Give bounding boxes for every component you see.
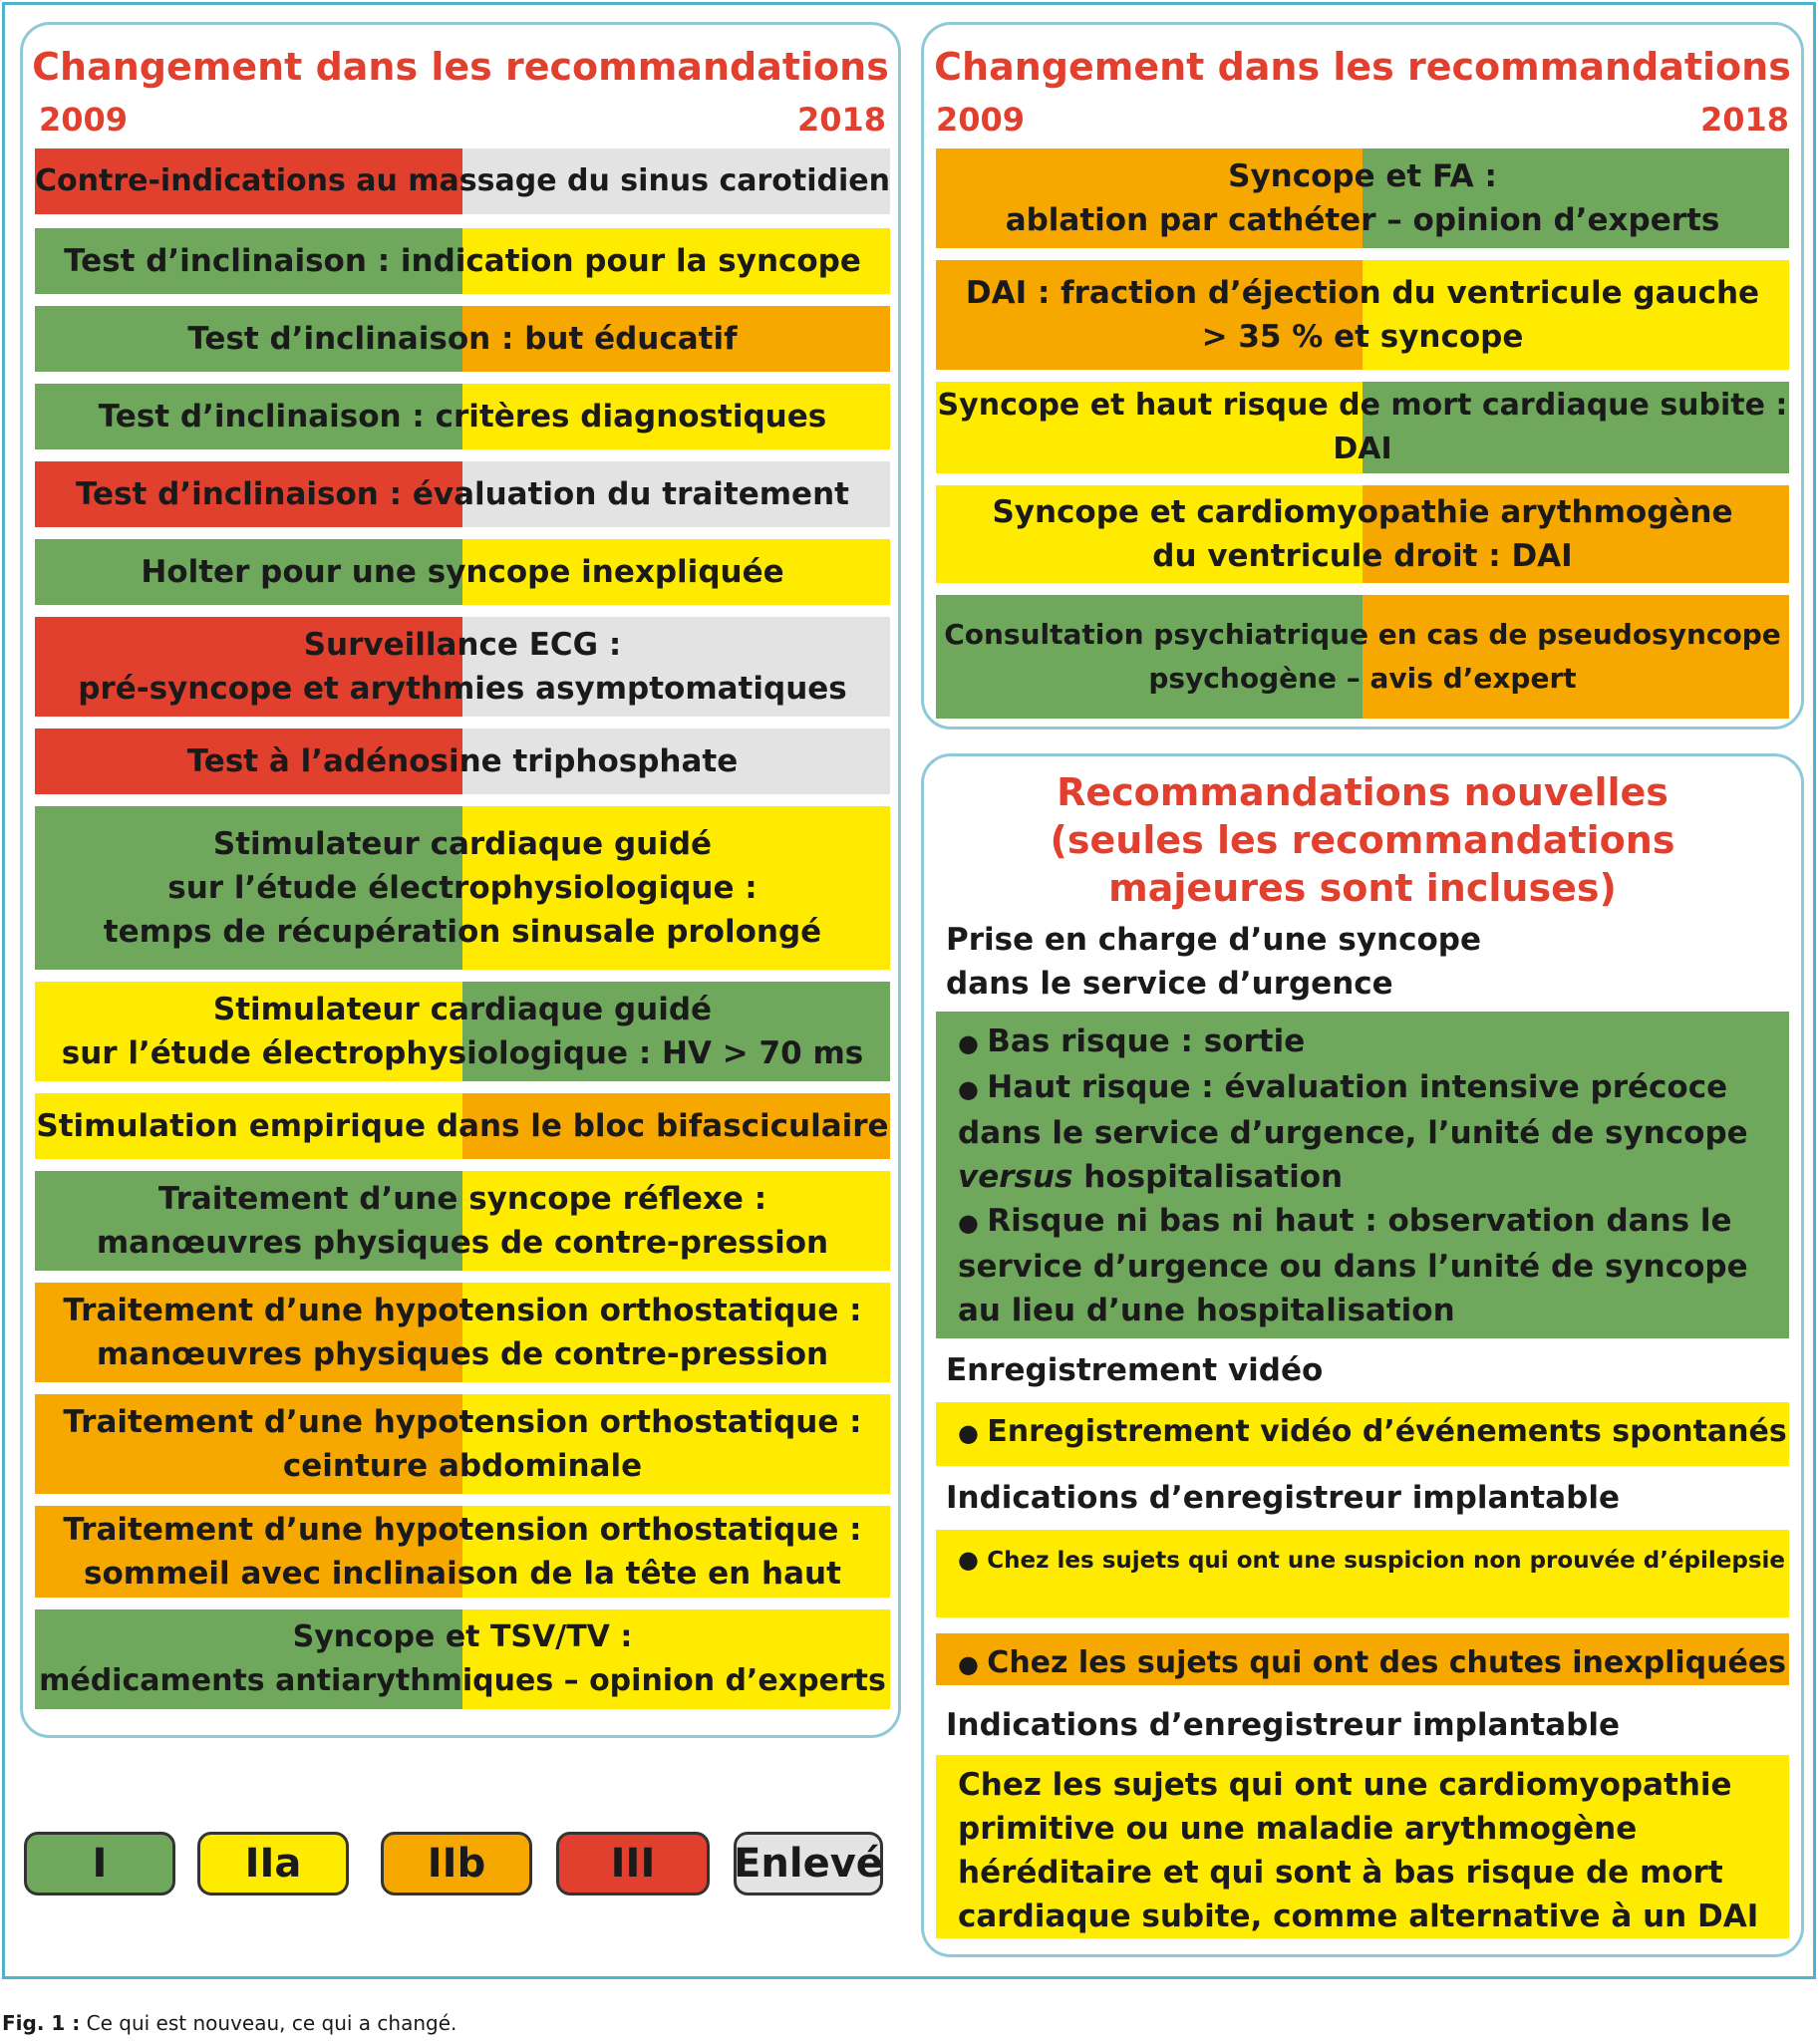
new-recommendation-box (936, 1755, 1789, 1938)
legend-item-iia: IIa (197, 1832, 349, 1895)
change-row: Traitement d’une hypotension orthostatique : manœuvres physiques de contre-pression (35, 1283, 890, 1382)
bullet-dot-icon: ● (958, 1419, 988, 1447)
bullet-dot-icon: ● (958, 1546, 988, 1574)
bullet-text: Chez les sujets qui ont des chutes inexpliquées (987, 1645, 1787, 1680)
caption-label: Fig. 1 : (2, 2011, 81, 2035)
new-recommendation-box (936, 1012, 1789, 1338)
right-top-panel-title: Changement dans les recommandations (934, 45, 1791, 89)
change-row: Syncope et cardiomyopathie arythmogène du ventricule droit : DAI (936, 485, 1789, 583)
change-row: Traitement d’une hypotension orthostatique : sommeil avec inclinaison de la tête en haut (35, 1506, 890, 1598)
change-row: Syncope et FA : ablation par cathéter – opinion d’experts (936, 148, 1789, 248)
change-row: Test d’inclinaison : indication pour la syncope (35, 228, 890, 294)
bullet-dot-icon: ● (958, 1209, 988, 1237)
left-panel-changes (20, 22, 901, 1738)
legend-item-removed: Enlevé (734, 1832, 883, 1895)
bullet-dot-icon: ● (958, 1075, 988, 1103)
figure-caption (2, 2011, 456, 2035)
change-row: Stimulateur cardiaque guidé sur l’étude électrophysiologique : temps de récupération sinusale prolongé (35, 806, 890, 970)
bullet-dot-icon: ● (958, 1029, 988, 1057)
bullet-text: Chez les sujets qui ont une suspicion non prouvée d’épilepsie (987, 1548, 1786, 1574)
right-year-from: 2009 (936, 101, 1026, 139)
legend-item-i: I (24, 1832, 175, 1895)
bullet-item (958, 1020, 1789, 1065)
change-row: Test d’inclinaison : évaluation du traitement (35, 461, 890, 527)
section-heading: Enregistrement vidéo (946, 1352, 1324, 1388)
change-row: Surveillance ECG : pré-syncope et arythmies asymptomatiques (35, 617, 890, 717)
new-recommendation-box (936, 1530, 1789, 1617)
section-heading: Indications d’enregistreur implantable (946, 1707, 1621, 1743)
change-row: Traitement d’une hypotension orthostatique : ceinture abdominale (35, 1394, 890, 1494)
change-row: Syncope et haut risque de mort cardiaque subite : DAI (936, 382, 1789, 473)
bullet-item (958, 1410, 1789, 1455)
change-row: Consultation psychiatrique en cas de pseudosyncope psychogène – avis d’expert (936, 595, 1789, 719)
legend-item-iib: IIb (381, 1832, 532, 1895)
legend-item-iii: III (556, 1832, 710, 1895)
bullet-item (958, 1538, 1789, 1583)
change-row: DAI : fraction d’éjection du ventricule gauche > 35 % et syncope (936, 260, 1789, 370)
change-row: Holter pour une syncope inexpliquée (35, 539, 890, 605)
change-row: Stimulation empirique dans le bloc bifasciculaire (35, 1093, 890, 1159)
left-panel-title: Changement dans les recommandations (32, 45, 889, 89)
new-recommendations-title: Recommandations nouvelles (seules les recommandations majeures sont incluses) (1050, 770, 1675, 910)
bullet-text-after: hospitalisation (1083, 1159, 1344, 1195)
right-year-to: 2018 (1699, 101, 1789, 139)
section-heading: Indications d’enregistreur implantable (946, 1480, 1621, 1516)
bullet-text: Haut risque : évaluation intensive précoce dans le service d’urgence, l’unité de syncope (958, 1069, 1748, 1151)
left-year-from: 2009 (39, 101, 129, 139)
left-year-to: 2018 (796, 101, 886, 139)
box-text: Chez les sujets qui ont une cardiomyopathie primitive ou une maladie arythmogène héréditaire et qui sont à bas risque de mort cardiaque subite, comme alternative à un DAI (958, 1767, 1759, 1934)
change-row: Contre-indications au massage du sinus carotidien (35, 148, 890, 214)
bullet-emphasis: versus (958, 1159, 1073, 1195)
section-heading: Prise en charge d’une syncope dans le service d’urgence (946, 922, 1481, 1002)
change-row: Traitement d’une syncope réflexe : manœuvres physiques de contre-pression (35, 1171, 890, 1271)
new-recommendation-box (936, 1633, 1789, 1685)
bullet-item (958, 1065, 1789, 1199)
bullet-text: Enregistrement vidéo d’événements spontanés (987, 1414, 1787, 1449)
bullet-text: Bas risque : sortie (987, 1023, 1306, 1059)
change-row: Test d’inclinaison : but éducatif (35, 306, 890, 372)
right-bottom-panel-new (921, 753, 1804, 1957)
bullet-item (958, 1641, 1789, 1685)
caption-text: Ce qui est nouveau, ce qui a changé. (80, 2011, 457, 2035)
change-row: Syncope et TSV/TV : médicaments antiarythmiques – opinion d’experts (35, 1609, 890, 1709)
right-top-panel-changes (921, 22, 1804, 729)
bullet-item (958, 1199, 1789, 1332)
change-row: Test d’inclinaison : critères diagnostiques (35, 384, 890, 449)
change-row: Stimulateur cardiaque guidé sur l’étude électrophysiologique : HV > 70 ms (35, 982, 890, 1081)
change-row: Test à l’adénosine triphosphate (35, 729, 890, 794)
bullet-dot-icon: ● (958, 1650, 988, 1678)
bullet-text: Risque ni bas ni haut : observation dans le service d’urgence ou dans l’unité de syncope au lieu d’une hospitalisation (958, 1203, 1748, 1328)
new-recommendation-box (936, 1402, 1789, 1466)
